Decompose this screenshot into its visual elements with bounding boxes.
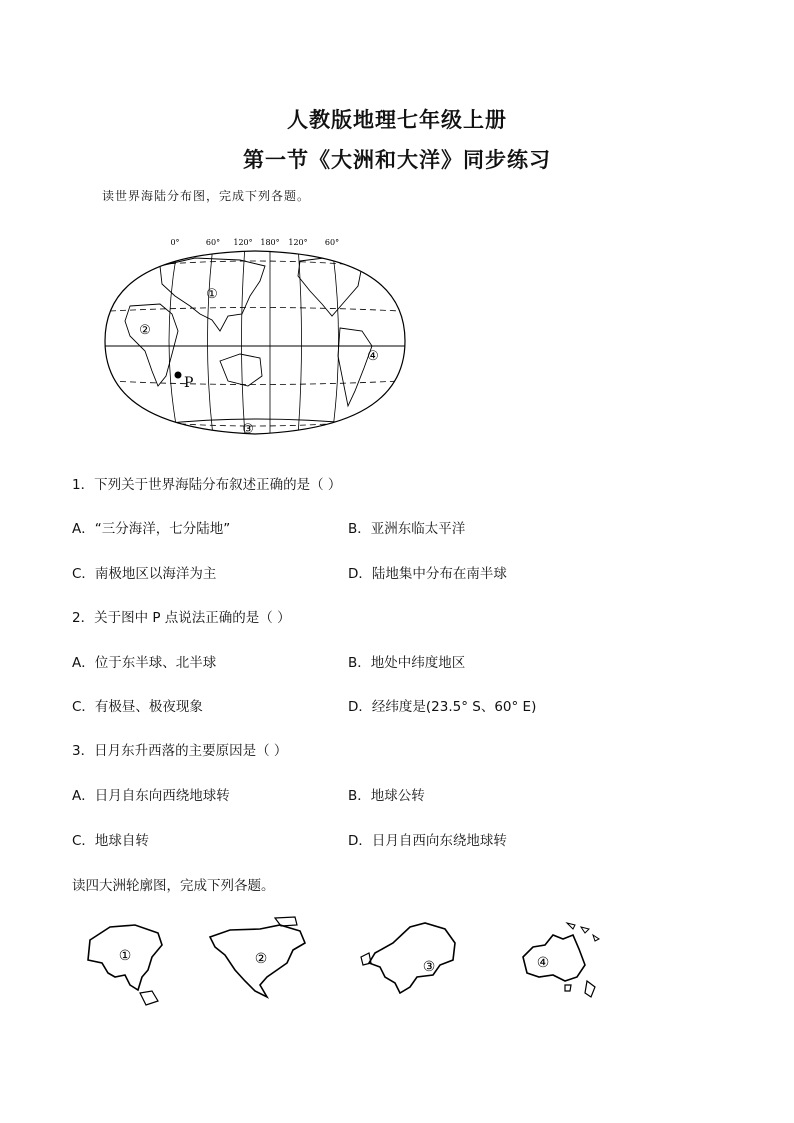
continent-3-europe [355, 915, 465, 1010]
lon-label-0: 0° [170, 238, 180, 247]
continent-2-label: ② [254, 951, 268, 967]
intro-text: 读世界海陆分布图，完成下列各题。 [102, 189, 311, 203]
q1-option-d: D．陆地集中分布在南半球 [348, 566, 507, 582]
q3-option-d: D．日月自西向东绕地球转 [348, 833, 507, 849]
lon-label-2: 120° [233, 238, 253, 247]
world-map [100, 236, 410, 446]
q3-option-a: A．日月自东向西绕地球转 [72, 788, 230, 804]
intro-text-2: 读四大洲轮廓图，完成下列各题。 [72, 878, 275, 894]
q1-option-b: B．亚洲东临太平洋 [348, 521, 466, 537]
q3-option-c: C．地球自转 [72, 833, 149, 849]
q3-option-b: B．地球公转 [348, 788, 425, 804]
map-marker-4: ④ [367, 349, 379, 364]
continent-1-asia [80, 915, 170, 1010]
q2-option-b: B．地处中纬度地区 [348, 655, 466, 671]
page-title: 人教版地理七年级上册 [287, 107, 507, 132]
continent-3-label: ③ [422, 959, 436, 975]
q2-option-c: C．有极昼、极夜现象 [72, 699, 203, 715]
question-1-stem: 1．下列关于世界海陆分布叙述正确的是（ ） [72, 477, 342, 493]
globe-outline [105, 251, 405, 434]
map-marker-2: ② [139, 323, 151, 338]
q1-option-c: C．南极地区以海洋为主 [72, 566, 217, 582]
continent-4-oceania [515, 915, 605, 1010]
point-p-label: P [184, 375, 194, 391]
lon-label-3: 180° [260, 238, 280, 247]
q2-option-a: A．位于东半球、北半球 [72, 655, 217, 671]
question-3-stem: 3．日月东升西落的主要原因是（ ） [72, 743, 288, 759]
point-p-dot [175, 372, 182, 379]
continent-4-label: ④ [536, 955, 550, 971]
continent-1-label: ① [118, 948, 132, 964]
lon-label-1: 60° [205, 238, 221, 247]
map-marker-1: ① [206, 287, 218, 302]
map-marker-3: ③ [242, 422, 254, 437]
q1-option-a: A．“三分海洋，七分陆地” [72, 521, 231, 537]
question-2-stem: 2．关于图中 P 点说法正确的是（ ） [72, 610, 291, 626]
continent-2-north-america [205, 915, 315, 1010]
lon-label-4: 120° [288, 238, 308, 247]
lon-label-5: 60° [324, 238, 340, 247]
q2-option-d: D．经纬度是(23.5° S、60° E) [348, 699, 537, 715]
page-subtitle: 第一节《大洲和大洋》同步练习 [243, 147, 551, 172]
